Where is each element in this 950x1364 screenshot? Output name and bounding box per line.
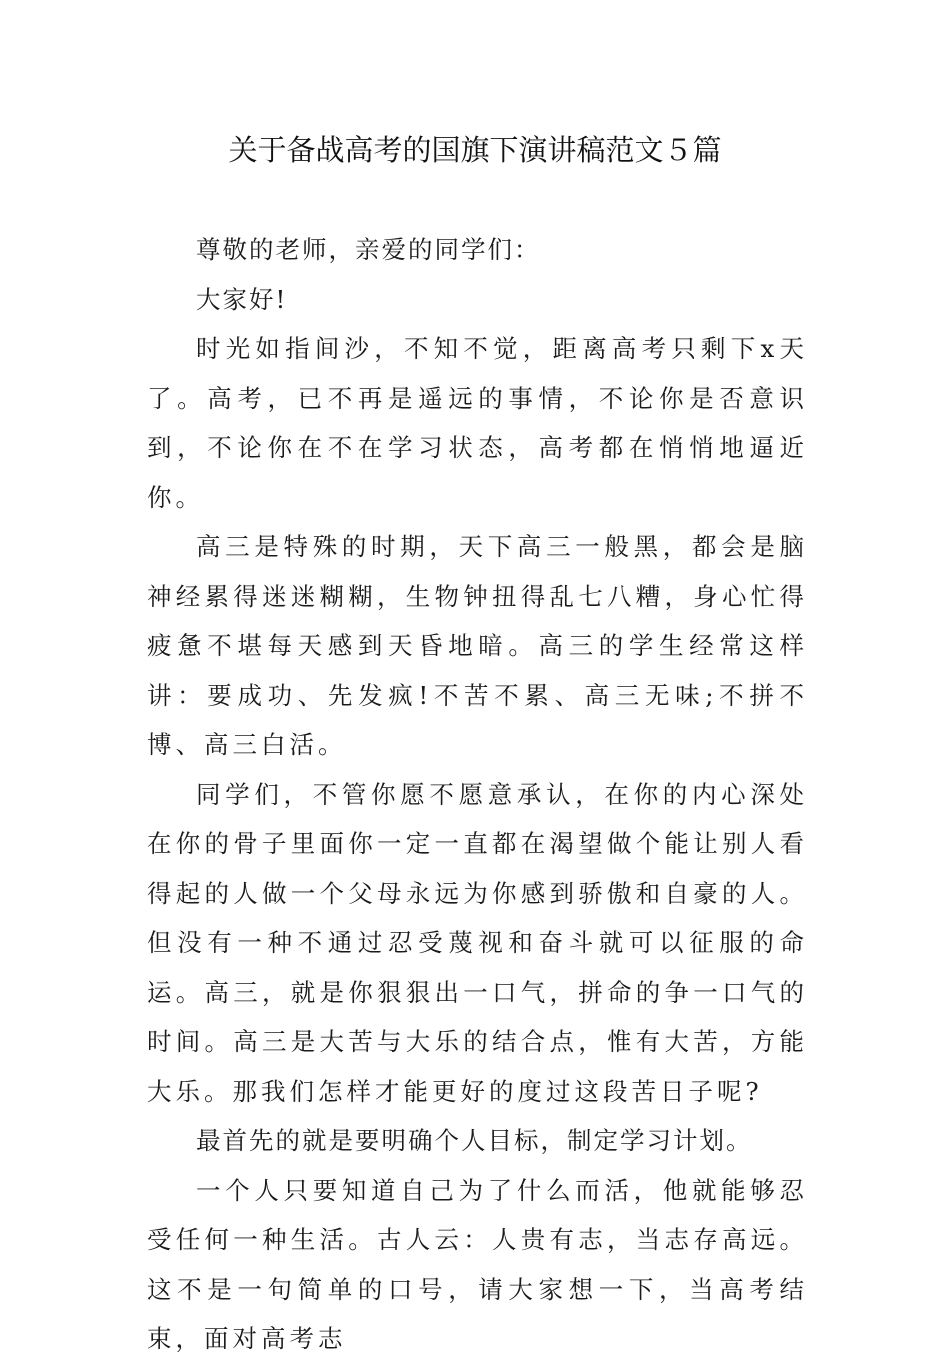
body-paragraph: 高三是特殊的时期，天下高三一般黑，都会是脑神经累得迷迷糊糊，生物钟扭得乱七八糟，身心忙得疲惫不堪每天感到天昏地暗。高三的学生经常这样讲：要成功、先发疯!不苦不累、高三无味;不拼不博、高三白活。 [147,532,808,759]
body-paragraph: 时光如指间沙，不知不觉，距离高考只剩下x天了。高考，已不再是遥远的事情，不论你是否意识到，不论你在不在学习状态，高考都在悄悄地逼近你。 [147,334,808,512]
body-paragraph: 同学们，不管你愿不愿意承认，在你的内心深处在你的骨子里面你一定一直都在渴望做个能让别人看得起的人做一个父母永远为你感到骄傲和自豪的人。但没有一种不通过忍受蔑视和奋斗就可以征服的命运。高三，就是你狠狠出一口气，拼命的争一口气的时间。高三是大苦与大乐的结合点，惟有大苦，方能大乐。那我们怎样才能更好的度过这段苦日子呢? [147,779,808,1106]
document-title: 关于备战高考的国旗下演讲稿范文５篇 [228,133,722,167]
body-paragraph: 最首先的就是要明确个人目标，制定学习计划。 [196,1126,753,1155]
greeting-paragraph: 大家好! [196,284,288,314]
document-body [147,225,808,1364]
salutation-paragraph: 尊敬的老师，亲爱的同学们： [196,235,541,264]
body-paragraph: 一个人只要知道自己为了什么而活，他就能够忍受任何一种生活。古人云：人贵有志，当志存高远。这不是一句简单的口号，请大家想一下，当高考结束，面对高考志 [147,1175,808,1353]
